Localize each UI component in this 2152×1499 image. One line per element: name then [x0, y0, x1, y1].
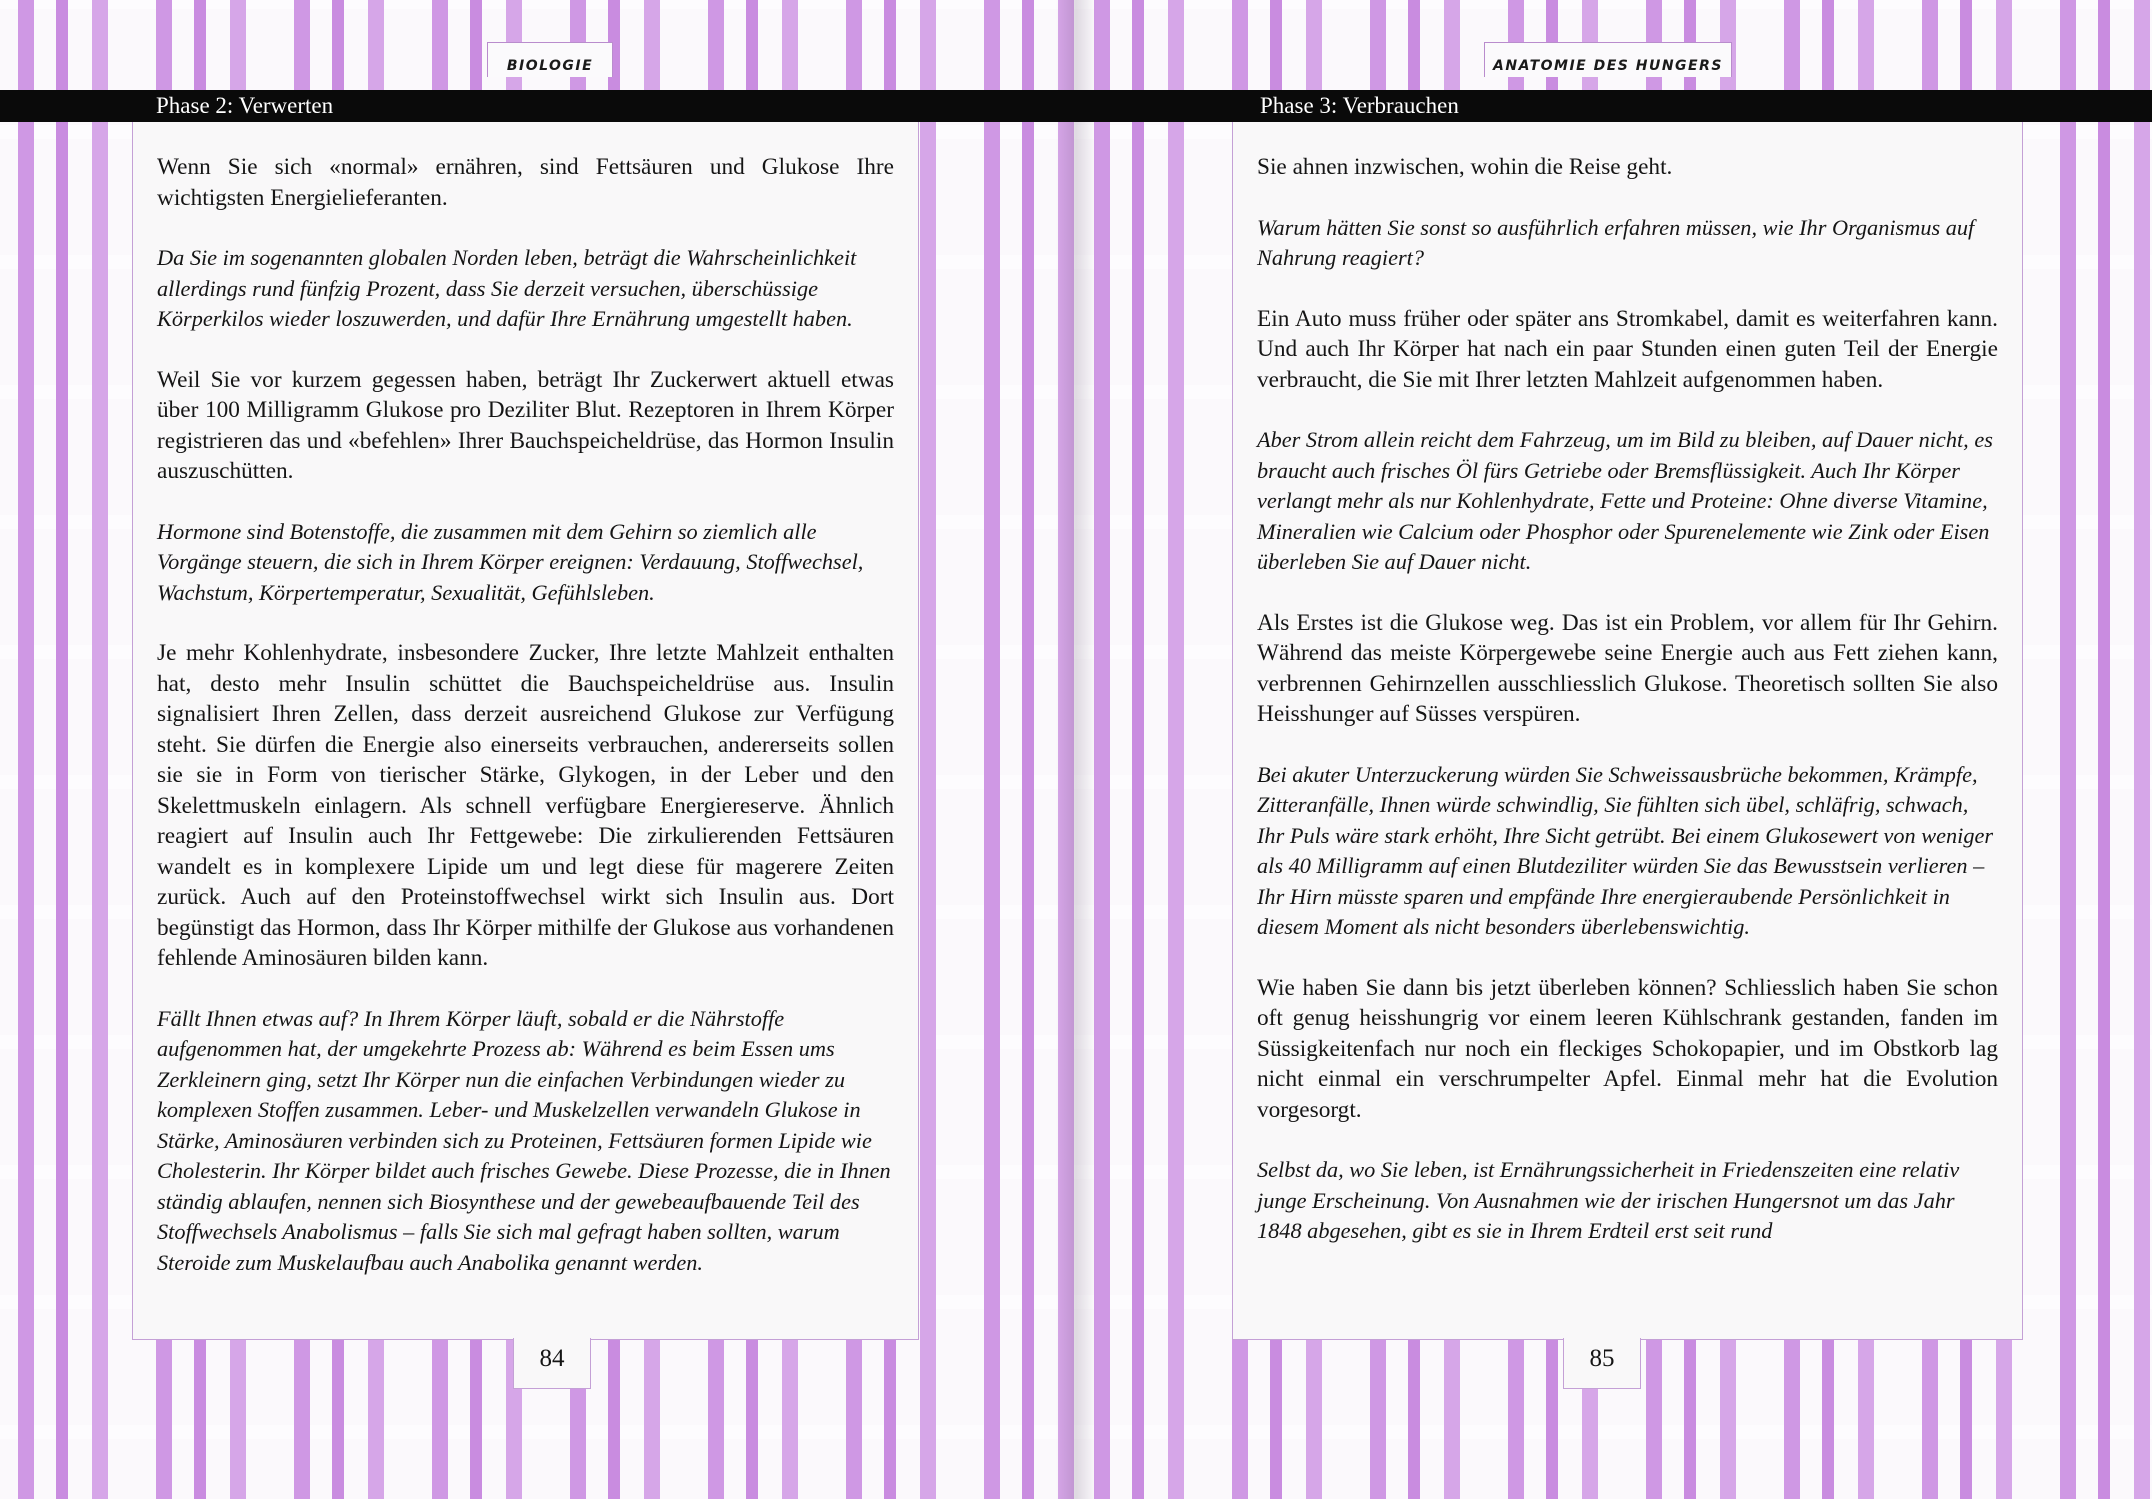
- phase-bar-left: [0, 90, 1076, 122]
- paragraph-italic: Hormone sind Botenstoffe, die zusammen mit dem Gehirn so ziemlich alle Vorgänge steuern, die sich in Ihrem Körper ereignen: Verdauung, Stoffwechsel, Wachstum, Körpertemperatur, Sexualität, Gefühlsleben.: [157, 518, 864, 605]
- page-number-left: 84: [513, 1338, 591, 1389]
- paragraph: Weil Sie vor kurzem gegessen haben, beträgt Ihr Zuckerwert aktuell etwas über 100 Milligramm Glukose pro Deziliter Blut. Rezeptoren in Ihrem Körper registrieren das und «befehlen» Ihrer Bauchspeicheldrüse, das Hormon Insulin auszuschütten.: [157, 366, 894, 484]
- text-panel-left: [132, 122, 919, 1340]
- paragraph-italic: Fällt Ihnen etwas auf? In Ihrem Körper läuft, sobald er die Nährstoffe aufgenommen hat, der umgekehrte Prozess ab: Während es beim Essen ums Zerkleinern ging, setzt Ihr Körper nun die einfachen Verbindungen wieder zu komplexen Stoffen zusammen. Leber- und Muskelzellen verwandeln Glukose in Stärke, Aminosäuren verbinden sich zu Proteinen, Fettsäuren formen Lipide wie Cholesterin. Ihr Körper bildet auch frisches Gewebe. Diese Prozesse, die in Ihnen ständig ablaufen, nennen sich Biosynthese und der gewebeaufbauende Teil des Stoffwechsels Anabolismus – falls Sie sich mal gefragt haben sollten, warum Steroide zum Muskelaufbau auch Anabolika genannt werden.: [157, 1005, 891, 1275]
- paragraph-italic: Aber Strom allein reicht dem Fahrzeug, um im Bild zu bleiben, auf Dauer nicht, es braucht auch frisches Öl fürs Getriebe oder Bremsflüssigkeit. Auch Ihr Körper verlangt mehr als nur Kohlenhydrate, Fette und Proteine: Ohne diverse Vitamine, Mineralien wie Calcium oder Phosphor oder Spurenelemente wie Zink oder Eisen überleben Sie auf Dauer nicht.: [1257, 427, 1993, 574]
- paragraph: Ein Auto muss früher oder später ans Stromkabel, damit es weiterfahren kann. Und auch Ihr Körper hat nach ein paar Stunden einen guten Teil der Energie verbraucht, die Sie mit Ihrer letzten Mahlzeit aufgenommen haben.: [1257, 305, 1998, 393]
- running-head-left: BIOLOGIE: [487, 42, 613, 77]
- body-text-right: [1257, 152, 1998, 1277]
- phase-title-left: Phase 2: Verwerten: [156, 93, 334, 118]
- text-panel-right: [1232, 122, 2023, 1340]
- paragraph: Als Erstes ist die Glukose weg. Das ist ein Problem, vor allem für Ihr Gehirn. Während das meiste Körpergewebe seine Energie auch aus Fett ziehen kann, verbrennen Gehirnzellen ausschliesslich Glukose. Theoretisch sollten Sie also Heisshunger auf Süsses verspüren.: [1257, 609, 1998, 727]
- phase-bar-right: [1076, 90, 2152, 122]
- paragraph-italic: Warum hätten Sie sonst so ausführlich erfahren müssen, wie Ihr Organismus auf Nahrung reagiert?: [1257, 214, 1975, 270]
- page-number-right: 85: [1563, 1338, 1641, 1389]
- paragraph-italic: Da Sie im sogenannten globalen Norden leben, beträgt die Wahrscheinlichkeit allerdings rund fünfzig Prozent, dass Sie derzeit versuchen, überschüssige Körperkilos wieder loszuwerden, und dafür Ihre Ernährung umgestellt haben.: [157, 245, 857, 331]
- paragraph: Sie ahnen inzwischen, wohin die Reise geht.: [1257, 154, 1673, 180]
- body-text-left: [157, 152, 894, 1308]
- phase-title-right: Phase 3: Verbrauchen: [1260, 93, 1459, 118]
- paragraph: Wie haben Sie dann bis jetzt überleben können? Schliesslich haben Sie schon oft genug heisshungrig vor einem leeren Kühlschrank gestanden, fanden im Süssigkeitenfach nur noch ein fleckiges Schokopapier, und im Obstkorb lag nicht einmal ein verschrumpelter Apfel. Einmal mehr hat die Evolution vorgesorgt.: [1257, 974, 1998, 1123]
- running-head-right: ANATOMIE DES HUNGERS: [1484, 42, 1732, 77]
- paragraph: Je mehr Kohlenhydrate, insbesondere Zucker, Ihre letzte Mahlzeit enthalten hat, desto mehr Insulin schüttet die Bauchspeicheldrüse aus. Insulin signalisiert Ihren Zellen, dass derzeit ausreichend Glukose zur Verfügung steht. Sie dürfen die Energie also einerseits verbrauchen, andererseits sollen sie sie in Form von tierischer Stärke, Glykogen, in der Leber und den Skelettmuskeln einlagern. Als schnell verfügbare Energiereserve. Ähnlich reagiert auf Insulin auch Ihr Fettgewebe: Die zirkulierenden Fettsäuren wandelt es in komplexere Lipide um und legt diese für magerere Zeiten zurück. Auch auf den Proteinstoffwechsel wirkt sich Insulin aus. Dort begünstigt das Hormon, dass Ihr Körper mithilfe der Glukose aus vorhandenen fehlende Aminosäuren bilden kann.: [157, 640, 894, 971]
- paragraph-italic: Selbst da, wo Sie leben, ist Ernährungssicherheit in Friedenszeiten eine relativ junge Erscheinung. Von Ausnahmen wie der irischen Hungersnot um das Jahr 1848 abgesehen, gibt es sie in Ihrem Erdteil erst seit rund: [1257, 1157, 1960, 1243]
- paragraph-italic: Bei akuter Unterzuckerung würden Sie Schweissausbrüche bekommen, Krämpfe, Zitteranfälle, Ihnen würde schwindlig, Sie fühlten sich übel, schläfrig, schwach, Ihr Puls wäre stark erhöht, Ihre Sicht getrübt. Bei einem Glukosewert von weniger als 40 Milligramm auf einen Blutdeziliter würden Sie das Bewusstsein verlieren – Ihr Hirn müsste sparen und empfände Ihre energieraubende Persönlichkeit in diesem Moment als nicht besonders überlebenswichtig.: [1257, 761, 1994, 939]
- paragraph: Wenn Sie sich «normal» ernähren, sind Fettsäuren und Glukose Ihre wichtigsten Energielieferanten.: [157, 154, 894, 211]
